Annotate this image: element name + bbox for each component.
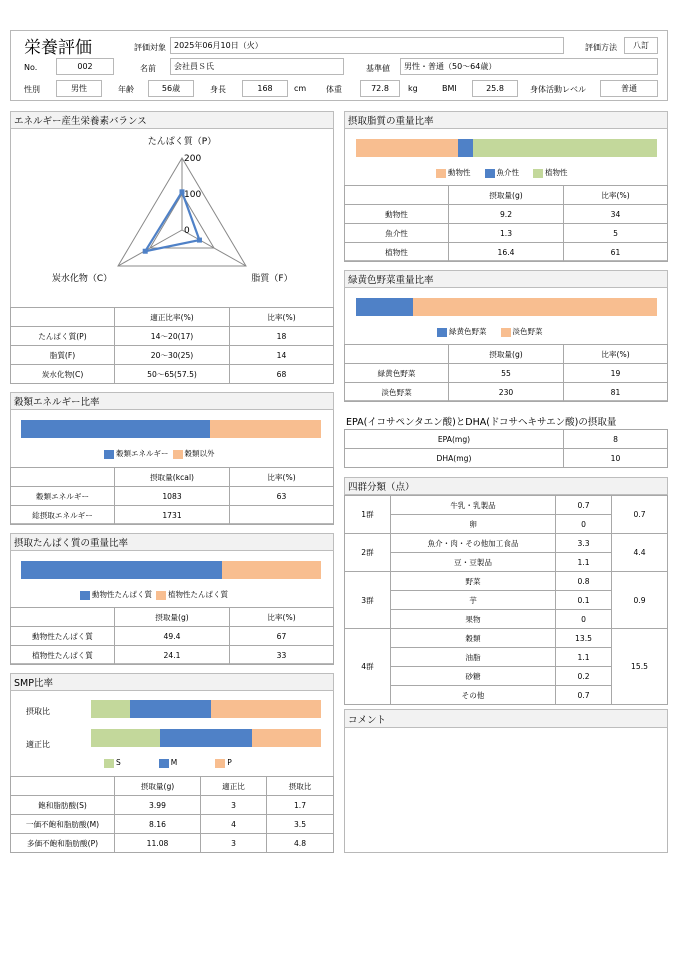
weight-label: 体重 [326, 85, 342, 94]
protein-h-ratio: 比率(%) [230, 608, 334, 627]
bar-seg-m [130, 700, 211, 718]
four-item-value: 3.3 [556, 534, 612, 553]
bar-seg-p [211, 700, 321, 718]
weight-value-text: 72.8 [371, 84, 389, 93]
bar-seg-animal-protein [21, 561, 222, 579]
bmi-value[interactable] [472, 80, 518, 97]
grain-row-ratio: 63 [230, 487, 334, 506]
grain-title: 穀類エネルギー比率 [10, 392, 334, 410]
smp-row-intake: 8.16 [115, 815, 201, 834]
comment-title: コメント [344, 709, 668, 728]
pfc-h-ideal: 適正比率(%) [115, 308, 230, 327]
four-group-total: 0.7 [612, 496, 668, 534]
veg-stacked-bar [356, 298, 657, 316]
sex-value-text: 男性 [71, 84, 87, 93]
pfc-row-ideal: 50～65(57.5) [115, 365, 230, 384]
target-value[interactable] [170, 37, 564, 54]
grain-legend [104, 448, 215, 459]
sex-label: 性別 [24, 85, 40, 94]
four-item-name: 果物 [391, 610, 556, 629]
veg-row-name: 淡色野菜 [345, 383, 449, 402]
grain-h-intake: 摂取量(kcal) [115, 468, 230, 487]
fat-stacked-bar [356, 139, 657, 157]
dha-row-name: DHA(mg) [345, 449, 564, 468]
bar-seg-non-grain [210, 420, 321, 438]
grain-row-intake: 1731 [115, 506, 230, 525]
four-group-total: 4.4 [612, 534, 668, 572]
four-item-value: 0.1 [556, 591, 612, 610]
four-item-value: 1.1 [556, 553, 612, 572]
smp-bar-label-ideal: 適正比 [26, 740, 50, 749]
four-group-name: 1群 [345, 496, 391, 534]
pfc-row-name: たんぱく質(P) [11, 327, 115, 346]
protein-table [10, 607, 334, 665]
fat-row-name: 植物性 [345, 243, 449, 262]
target-label: 評価対象 [134, 43, 166, 52]
pfc-table [10, 307, 334, 384]
comment-panel[interactable] [344, 709, 668, 853]
four-item-value: 0 [556, 515, 612, 534]
protein-h-intake: 摂取量(g) [115, 608, 230, 627]
weight-unit: kg [408, 84, 418, 93]
legend-s: S [104, 758, 121, 768]
epa-table [344, 429, 668, 468]
bar-seg-grain [21, 420, 210, 438]
height-unit: cm [294, 84, 307, 93]
method-value[interactable] [624, 37, 658, 54]
fat-h-blank [345, 186, 449, 205]
smp-intake-bar [91, 700, 321, 718]
protein-title: 摂取たんぱく質の重量比率 [10, 533, 334, 551]
radar-scale-0: 0 [184, 226, 190, 236]
veg-table [344, 344, 668, 402]
bar-seg-plant-protein [222, 561, 321, 579]
pfc-row-name: 炭水化物(C) [11, 365, 115, 384]
bmi-label: BMI [442, 84, 457, 93]
smp-title: SMP比率 [10, 673, 334, 691]
smp-row-ratio: 4.8 [267, 834, 334, 853]
veg-row-name: 緑黄色野菜 [345, 364, 449, 383]
no-value-text: 002 [77, 62, 93, 71]
bar-seg-green-veg [356, 298, 413, 316]
bar-seg-light-veg [413, 298, 657, 316]
four-item-name: 牛乳・乳製品 [391, 496, 556, 515]
grain-row-ratio [230, 506, 334, 525]
four-item-value: 0.7 [556, 496, 612, 515]
four-item-name: 油脂 [391, 648, 556, 667]
four-table [344, 495, 668, 705]
fat-row-ratio: 34 [564, 205, 668, 224]
bar-seg-animal-fat [356, 139, 458, 157]
smp-row-ideal: 4 [201, 815, 267, 834]
legend-grain: 穀類エネルギー [104, 448, 169, 459]
pfc-row-ratio: 18 [230, 327, 334, 346]
fat-row-ratio: 5 [564, 224, 668, 243]
grain-h-blank [11, 468, 115, 487]
grain-h-ratio: 比率(%) [230, 468, 334, 487]
fat-row-name: 動物性 [345, 205, 449, 224]
veg-h-ratio: 比率(%) [564, 345, 668, 364]
age-label: 年齢 [118, 85, 134, 94]
pfc-row-ratio: 68 [230, 365, 334, 384]
fat-row-name: 魚介性 [345, 224, 449, 243]
smp-table [10, 776, 334, 853]
method-value-text: 八訂 [633, 41, 649, 50]
activity-value-text: 普通 [621, 84, 637, 93]
veg-legend [437, 326, 543, 337]
smp-h-ideal: 適正比 [201, 777, 267, 796]
smp-h-ratio: 摂取比 [267, 777, 334, 796]
target-value-text: 2025年06月10日（火） [174, 41, 263, 50]
standard-value-text: 男性・普通（50～64歳） [404, 62, 497, 71]
bar-seg-s [91, 729, 160, 747]
age-value-text: 56歳 [161, 84, 181, 93]
four-item-name: 穀類 [391, 629, 556, 648]
standard-value[interactable] [400, 58, 658, 75]
fat-row-intake: 1.3 [449, 224, 564, 243]
four-item-name: 芋 [391, 591, 556, 610]
legend-plant-fat: 植物性 [533, 167, 568, 178]
four-item-name: 豆・豆製品 [391, 553, 556, 572]
smp-row-intake: 3.99 [115, 796, 201, 815]
protein-row-ratio: 67 [230, 627, 334, 646]
pfc-row-ideal: 20～30(25) [115, 346, 230, 365]
age-value[interactable] [148, 80, 194, 97]
grain-row-name: 穀類エネルギー [11, 487, 115, 506]
height-value-text: 168 [257, 84, 273, 93]
four-item-value: 1.1 [556, 648, 612, 667]
four-group-name: 2群 [345, 534, 391, 572]
four-item-value: 0.7 [556, 686, 612, 705]
legend-fish-fat: 魚介性 [485, 167, 520, 178]
legend-animal-fat: 動物性 [436, 167, 471, 178]
legend-animal-protein: 動物性たんぱく質 [80, 589, 152, 600]
legend-green-veg: 緑黄色野菜 [437, 326, 487, 337]
fat-title: 摂取脂質の重量比率 [344, 111, 668, 129]
sex-value[interactable] [56, 80, 102, 97]
legend-light-veg: 淡色野菜 [501, 326, 543, 337]
no-label: No. [24, 63, 38, 72]
legend-p: P [215, 758, 232, 768]
protein-h-blank [11, 608, 115, 627]
legend-non-grain: 穀類以外 [173, 448, 215, 459]
name-value[interactable] [170, 58, 344, 75]
protein-row-intake: 49.4 [115, 627, 230, 646]
bmi-value-text: 25.8 [486, 84, 504, 93]
weight-value[interactable] [360, 80, 400, 97]
four-item-name: その他 [391, 686, 556, 705]
smp-row-name: 一価不飽和脂肪酸(M) [11, 815, 115, 834]
fat-legend [436, 167, 568, 178]
protein-legend [80, 589, 228, 600]
radar-point-f [197, 238, 202, 243]
four-item-name: 魚介・肉・その他加工食品 [391, 534, 556, 553]
radar-label-f: 脂質（F） [251, 274, 293, 284]
legend-m: M [159, 758, 177, 768]
page-title: 栄養評価 [24, 38, 92, 58]
veg-row-intake: 55 [449, 364, 564, 383]
protein-row-intake: 24.1 [115, 646, 230, 665]
fat-row-ratio: 61 [564, 243, 668, 262]
method-label: 評価方法 [585, 43, 617, 52]
legend-plant-protein: 植物性たんぱく質 [156, 589, 228, 600]
smp-row-name: 飽和脂肪酸(S) [11, 796, 115, 815]
bar-seg-fish-fat [458, 139, 473, 157]
four-item-name: 卵 [391, 515, 556, 534]
smp-ideal-bar [91, 729, 321, 747]
protein-row-name: 植物性たんぱく質 [11, 646, 115, 665]
smp-row-intake: 11.08 [115, 834, 201, 853]
four-group-name: 3群 [345, 572, 391, 629]
smp-row-ratio: 1.7 [267, 796, 334, 815]
grain-row-intake: 1083 [115, 487, 230, 506]
veg-row-ratio: 19 [564, 364, 668, 383]
no-value[interactable] [56, 58, 114, 75]
smp-row-ratio: 3.5 [267, 815, 334, 834]
smp-row-name: 多価不飽和脂肪酸(P) [11, 834, 115, 853]
radar-scale-100: 100 [184, 190, 202, 200]
activity-label: 身体活動レベル [530, 85, 586, 94]
smp-row-ideal: 3 [201, 796, 267, 815]
pfc-row-ratio: 14 [230, 346, 334, 365]
protein-row-ratio: 33 [230, 646, 334, 665]
four-title: 四群分類（点） [344, 477, 668, 495]
four-group-name: 4群 [345, 629, 391, 705]
grain-row-name: 総摂取エネルギー [11, 506, 115, 525]
name-label: 名前 [140, 64, 156, 73]
radar-scale-200: 200 [184, 154, 202, 164]
activity-value[interactable] [600, 80, 658, 97]
standard-label: 基準値 [366, 64, 390, 73]
pfc-h-blank [11, 308, 115, 327]
veg-h-intake: 摂取量(g) [449, 345, 564, 364]
radar-label-c: 炭水化物（C） [51, 274, 113, 284]
epa-row-name: EPA(mg) [345, 430, 564, 449]
four-item-value: 0 [556, 610, 612, 629]
smp-h-blank [11, 777, 115, 796]
four-item-name: 野菜 [391, 572, 556, 591]
four-item-name: 砂糖 [391, 667, 556, 686]
height-value[interactable] [242, 80, 288, 97]
four-item-value: 0.8 [556, 572, 612, 591]
bar-seg-p [252, 729, 321, 747]
fat-row-intake: 16.4 [449, 243, 564, 262]
bar-seg-m [160, 729, 252, 747]
epa-row-value: 8 [564, 430, 668, 449]
pfc-radar-chart [10, 129, 334, 305]
pfc-h-ratio: 比率(%) [230, 308, 334, 327]
smp-row-ideal: 3 [201, 834, 267, 853]
fat-row-intake: 9.2 [449, 205, 564, 224]
four-group-total: 15.5 [612, 629, 668, 705]
bar-seg-plant-fat [473, 139, 657, 157]
fat-h-ratio: 比率(%) [564, 186, 668, 205]
grain-stacked-bar [21, 420, 321, 438]
protein-row-name: 動物性たんぱく質 [11, 627, 115, 646]
height-label: 身長 [210, 85, 226, 94]
grain-table [10, 467, 334, 525]
four-item-value: 0.2 [556, 667, 612, 686]
smp-legend [104, 758, 232, 768]
veg-row-intake: 230 [449, 383, 564, 402]
four-group-total: 0.9 [612, 572, 668, 629]
veg-title: 緑黄色野菜重量比率 [344, 270, 668, 288]
radar-point-c [143, 249, 148, 254]
epa-title: EPA(イコサペンタエン酸)とDHA(ドコサヘキサエン酸)の摂取量 [346, 417, 617, 428]
bar-seg-s [91, 700, 130, 718]
pfc-row-name: 脂質(F) [11, 346, 115, 365]
pfc-title: エネルギー産生栄養素バランス [10, 111, 334, 129]
protein-stacked-bar [21, 561, 321, 579]
radar-label-p: たんぱく質（P） [147, 137, 217, 147]
veg-row-ratio: 81 [564, 383, 668, 402]
four-item-value: 13.5 [556, 629, 612, 648]
fat-h-intake: 摂取量(g) [449, 186, 564, 205]
name-value-text: 会社員Ｓ氏 [174, 62, 214, 71]
fat-table [344, 185, 668, 262]
veg-h-blank [345, 345, 449, 364]
pfc-row-ideal: 14～20(17) [115, 327, 230, 346]
smp-h-intake: 摂取量(g) [115, 777, 201, 796]
smp-bar-label-intake: 摂取比 [26, 707, 50, 716]
dha-row-value: 10 [564, 449, 668, 468]
